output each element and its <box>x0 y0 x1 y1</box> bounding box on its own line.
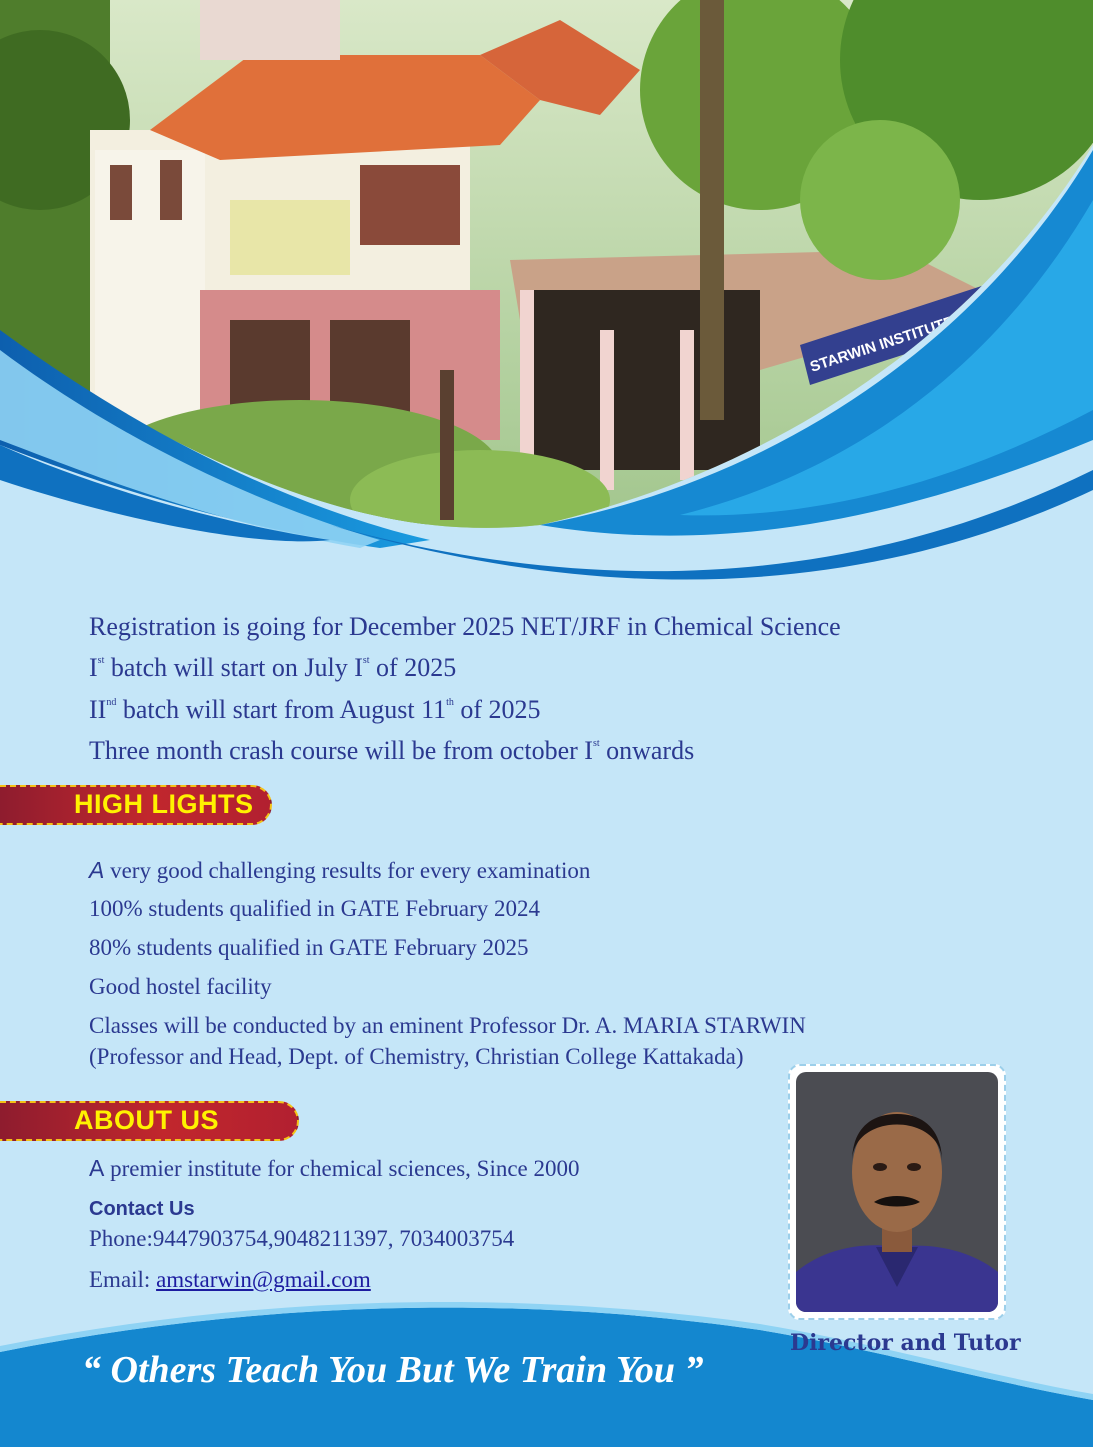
batch-two-part-a: II <box>89 695 107 724</box>
highlight-item-results-lead: A <box>89 857 105 883</box>
about-heading-ribbon <box>0 1101 299 1141</box>
highlight-item-professor: Classes will be conducted by an eminent Professor Dr. A. MARIA STARWIN <box>89 1013 806 1038</box>
hero-building-photo <box>0 0 1093 600</box>
batch-two-line <box>89 695 541 725</box>
batch-one-part-a: I <box>89 653 98 682</box>
registration-line: Registration is going for December 2025 NET/JRF in Chemical Science <box>89 612 841 641</box>
batch-one-sup-2: st <box>362 655 370 666</box>
highlight-item-gate-2025: 80% students qualified in GATE February 2025 <box>89 935 529 960</box>
highlight-item-professor-affiliation: (Professor and Head, Dept. of Chemistry, Christian College Kattakada) <box>89 1044 744 1069</box>
batch-two-part-c: of 2025 <box>453 695 541 724</box>
highlight-item-results <box>89 857 590 884</box>
director-photo <box>796 1072 998 1312</box>
contact-phone: Phone:9447903754,9048211397, 7034003754 <box>89 1226 515 1251</box>
highlight-item-hostel: Good hostel facility <box>89 974 272 999</box>
batch-one-sup-1: st <box>97 655 105 666</box>
crash-course-part-b: onwards <box>599 736 695 765</box>
batch-one-line <box>89 653 456 683</box>
slogan: “ Others Teach You But We Train You ” <box>82 1349 704 1391</box>
batch-two-sup-1: nd <box>106 697 117 708</box>
about-heading: ABOUT US <box>74 1105 219 1135</box>
about-tagline-text: premier institute for chemical sciences, Since 2000 <box>104 1156 580 1181</box>
crash-course-sup: st <box>592 738 600 749</box>
about-tagline-lead: A <box>89 1155 105 1181</box>
crash-course-part-a: Three month crash course will be from october I <box>89 736 593 765</box>
about-tagline <box>89 1155 580 1182</box>
contact-email-link[interactable]: amstarwin@gmail.com <box>156 1267 371 1292</box>
director-caption: Director and Tutor <box>790 1330 1021 1356</box>
batch-two-part-b: batch will start from August 11 <box>116 695 447 724</box>
batch-one-part-b: batch will start on July I <box>104 653 363 682</box>
highlights-heading: HIGH LIGHTS <box>74 789 254 819</box>
batch-one-part-c: of 2025 <box>369 653 457 682</box>
batch-two-sup-2: th <box>446 697 454 708</box>
highlight-item-gate-2024: 100% students qualified in GATE February 2024 <box>89 896 540 921</box>
contact-heading: Contact Us <box>89 1198 195 1220</box>
director-photo-frame <box>788 1064 1006 1320</box>
contact-email-label: Email: <box>89 1267 157 1292</box>
crash-course-line <box>89 736 694 766</box>
highlight-item-results-text: very good challenging results for every examination <box>104 858 591 883</box>
highlights-heading-ribbon <box>0 785 272 825</box>
